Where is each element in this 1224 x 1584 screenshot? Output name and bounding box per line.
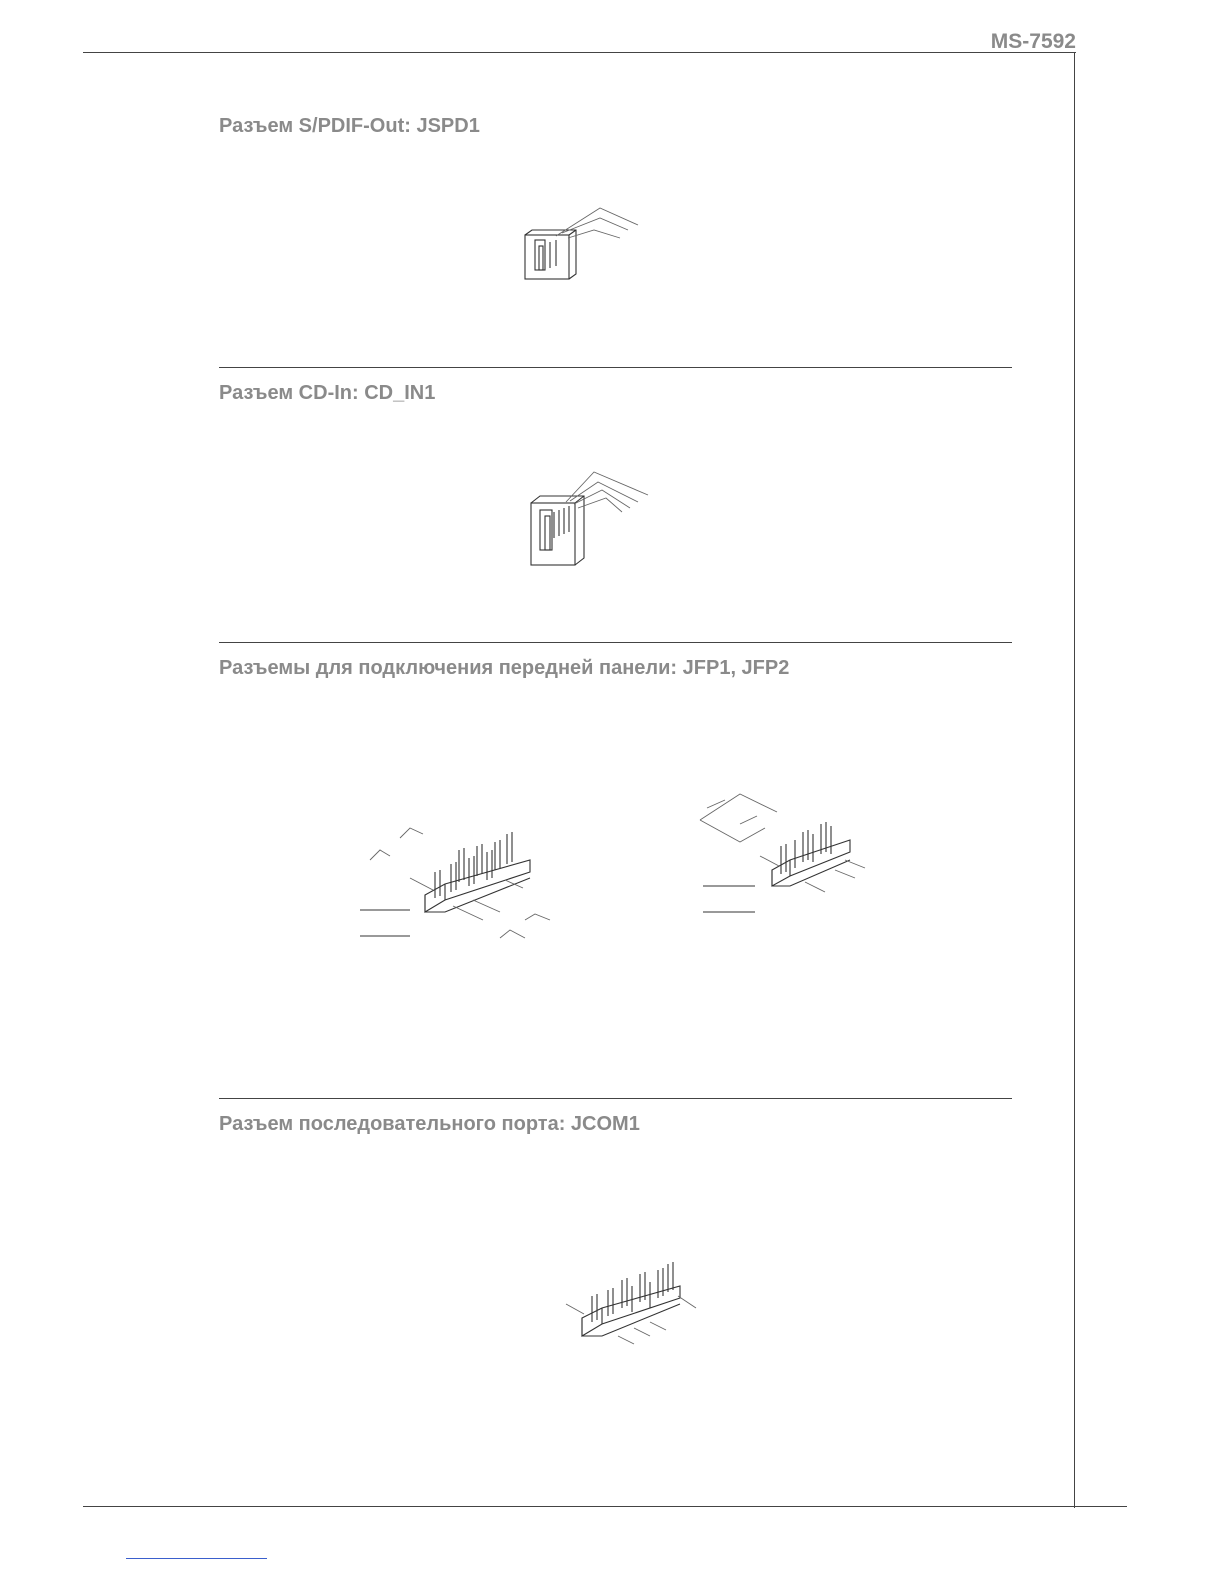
jfp2-header-diagram [695, 790, 885, 930]
cd-in1-connector-diagram [526, 468, 656, 578]
footer-link-underline [126, 1558, 267, 1559]
model-number: MS-7592 [990, 30, 1076, 53]
section-title-jcom1: Разъем последовательного порта: JCOM1 [219, 1113, 640, 1135]
page-edge-rule [1074, 52, 1075, 1508]
footer-rule [83, 1506, 1127, 1507]
section-divider [219, 1098, 1012, 1099]
jcom1-header-diagram [562, 1260, 702, 1355]
jspd1-connector-diagram [520, 200, 650, 300]
section-divider [219, 642, 1012, 643]
section-title-jspd1: Разъем S/PDIF-Out: JSPD1 [219, 115, 480, 137]
section-title-jfp1-jfp2: Разъемы для подключения передней панели: JFP1, JFP2 [219, 657, 790, 679]
header-rule [83, 52, 1076, 53]
section-divider [219, 367, 1012, 368]
jfp1-header-diagram [355, 820, 565, 950]
section-title-cd-in1: Разъем CD-In: CD_IN1 [219, 382, 436, 404]
